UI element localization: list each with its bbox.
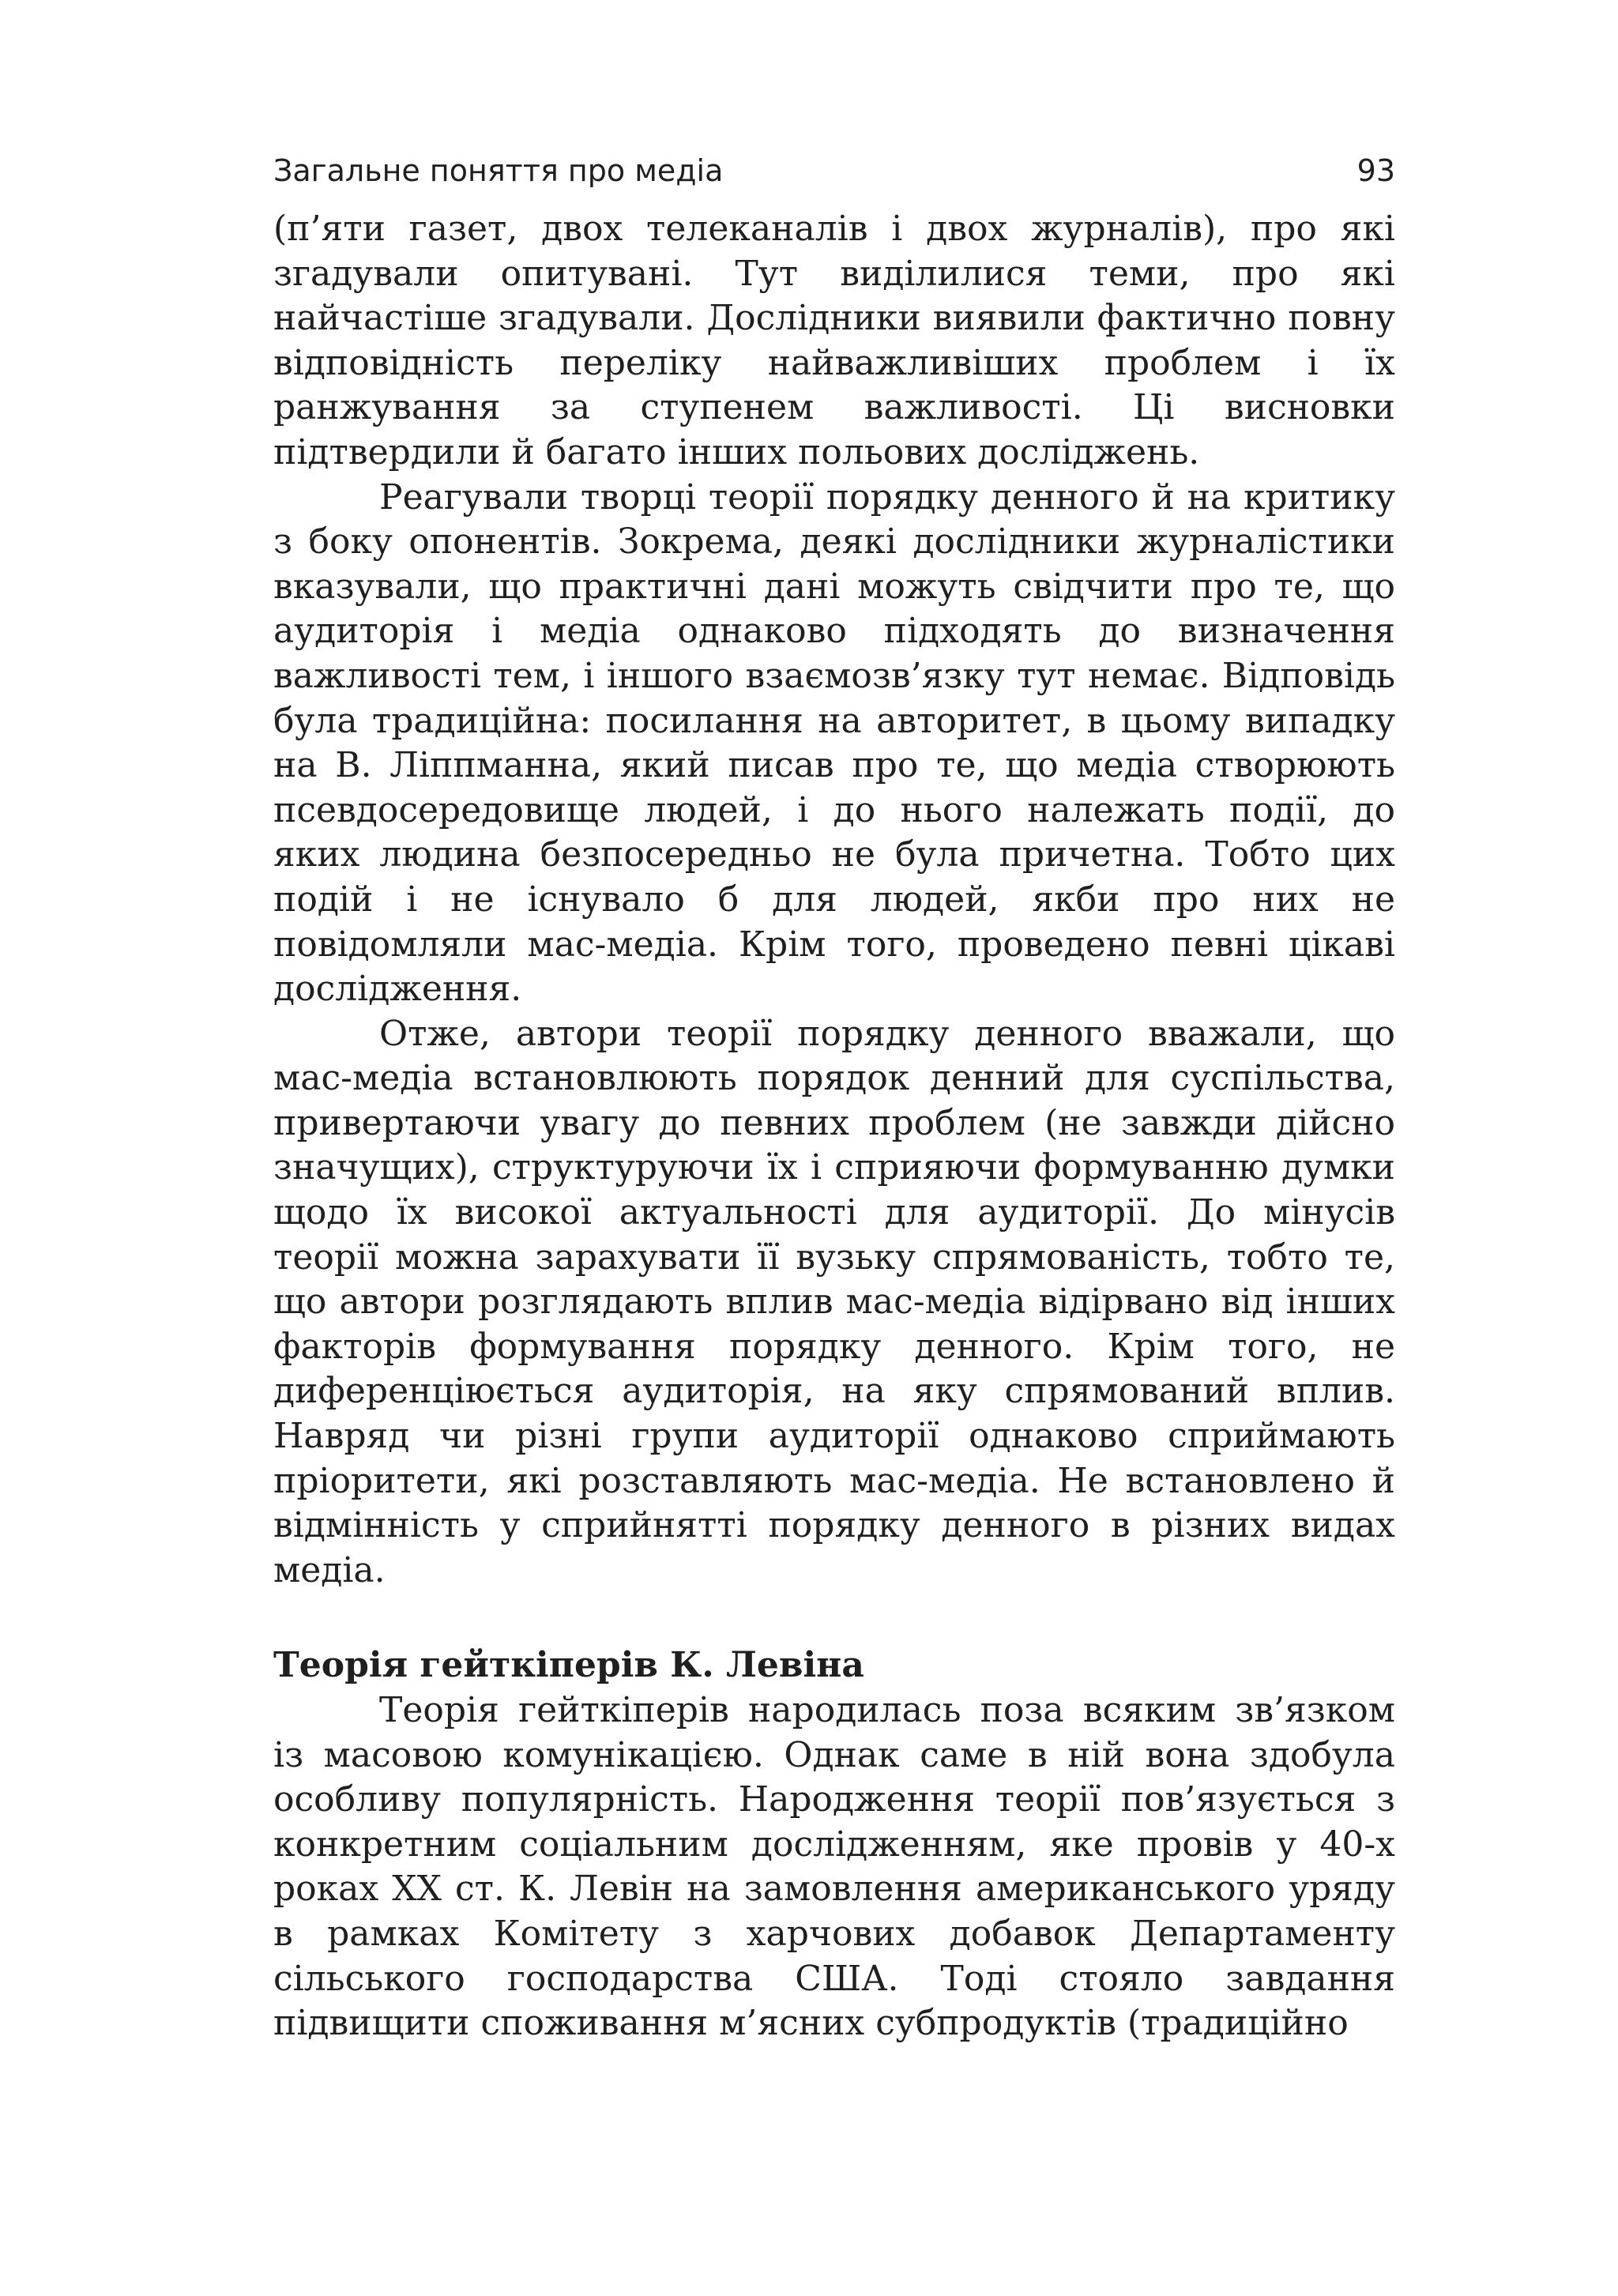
paragraph-continuation: (п’яти газет, двох телеканалів і двох журналів), про які згадували опитувані. Тут виділилися теми, про які найчастіше згадували. Дослідники виявили фактично повну відповідність переліку найважливіших проблем і їх ранжування за ступенем важливості. Ці висновки підтвердили й багато інших польових досліджень. [273,209,1395,472]
running-head-title: Загальне поняття про медіа [273,153,724,188]
body-text [273,207,1395,2046]
page-number: 93 [1356,153,1395,188]
paragraph: Теорія гейткіперів народилась поза всяким зв’язком із масовою комунікацією. Однак саме в ній вона здобула особливу популярність. Народження теорії пов’язується з конкретним соціальним дослідженням, яке провів у 40-х роках XX ст. К. Левін на замовлення американського уряду в рамках Комітету з харчових добавок Департаменту сільського господарства США. Тоді стояло завдання підвищити споживання м’ясних субпродуктів (традиційно [273,1690,1395,2044]
paragraph: Реагували творці теорії порядку денного й на критику з боку опонентів. Зокрема, деякі дослідники журналістики вказували, що практичні дані можуть свідчити про те, що аудиторія і медіа однаково підходять до визначення важливості тем, і іншого взаємозв’язку тут немає. Відповідь була традиційна: посилання на авторитет, в цьому випадку на В. Ліппманна, який писав про те, що медіа створюють псевдосередовище людей, і до нього належать події, до яких людина безпосередньо не була причетна. Тобто цих подій і не існувало б для людей, якби про них не повідомляли мас-медіа. Крім того, проведено певні цікаві дослідження. [273,476,1395,1010]
running-head [273,149,1395,193]
paragraph: Отже, автори теорії порядку денного вважали, що мас-медіа встановлюють порядок денний для суспільства, привертаючи увагу до певних проблем (не завжди дійсно значущих), структуруючи їх і сприяючи формуванню думки щодо їх високої актуальності для аудиторії. До мінусів теорії можна зарахувати її вузьку спрямованість, тобто те, що автори розглядають вплив мас-медіа відірвано від інших факторів формування порядку денного. Крім того, не диференціюється аудиторія, на яку спрямований вплив. Навряд чи різні групи аудиторії однаково сприймають пріоритети, які розставляють мас-медіа. Не встановлено й відмінність у сприйнятті порядку денного в різних видах медіа. [273,1013,1395,1590]
section-heading: Теорія гейткіперів К. Левіна [273,1645,864,1686]
